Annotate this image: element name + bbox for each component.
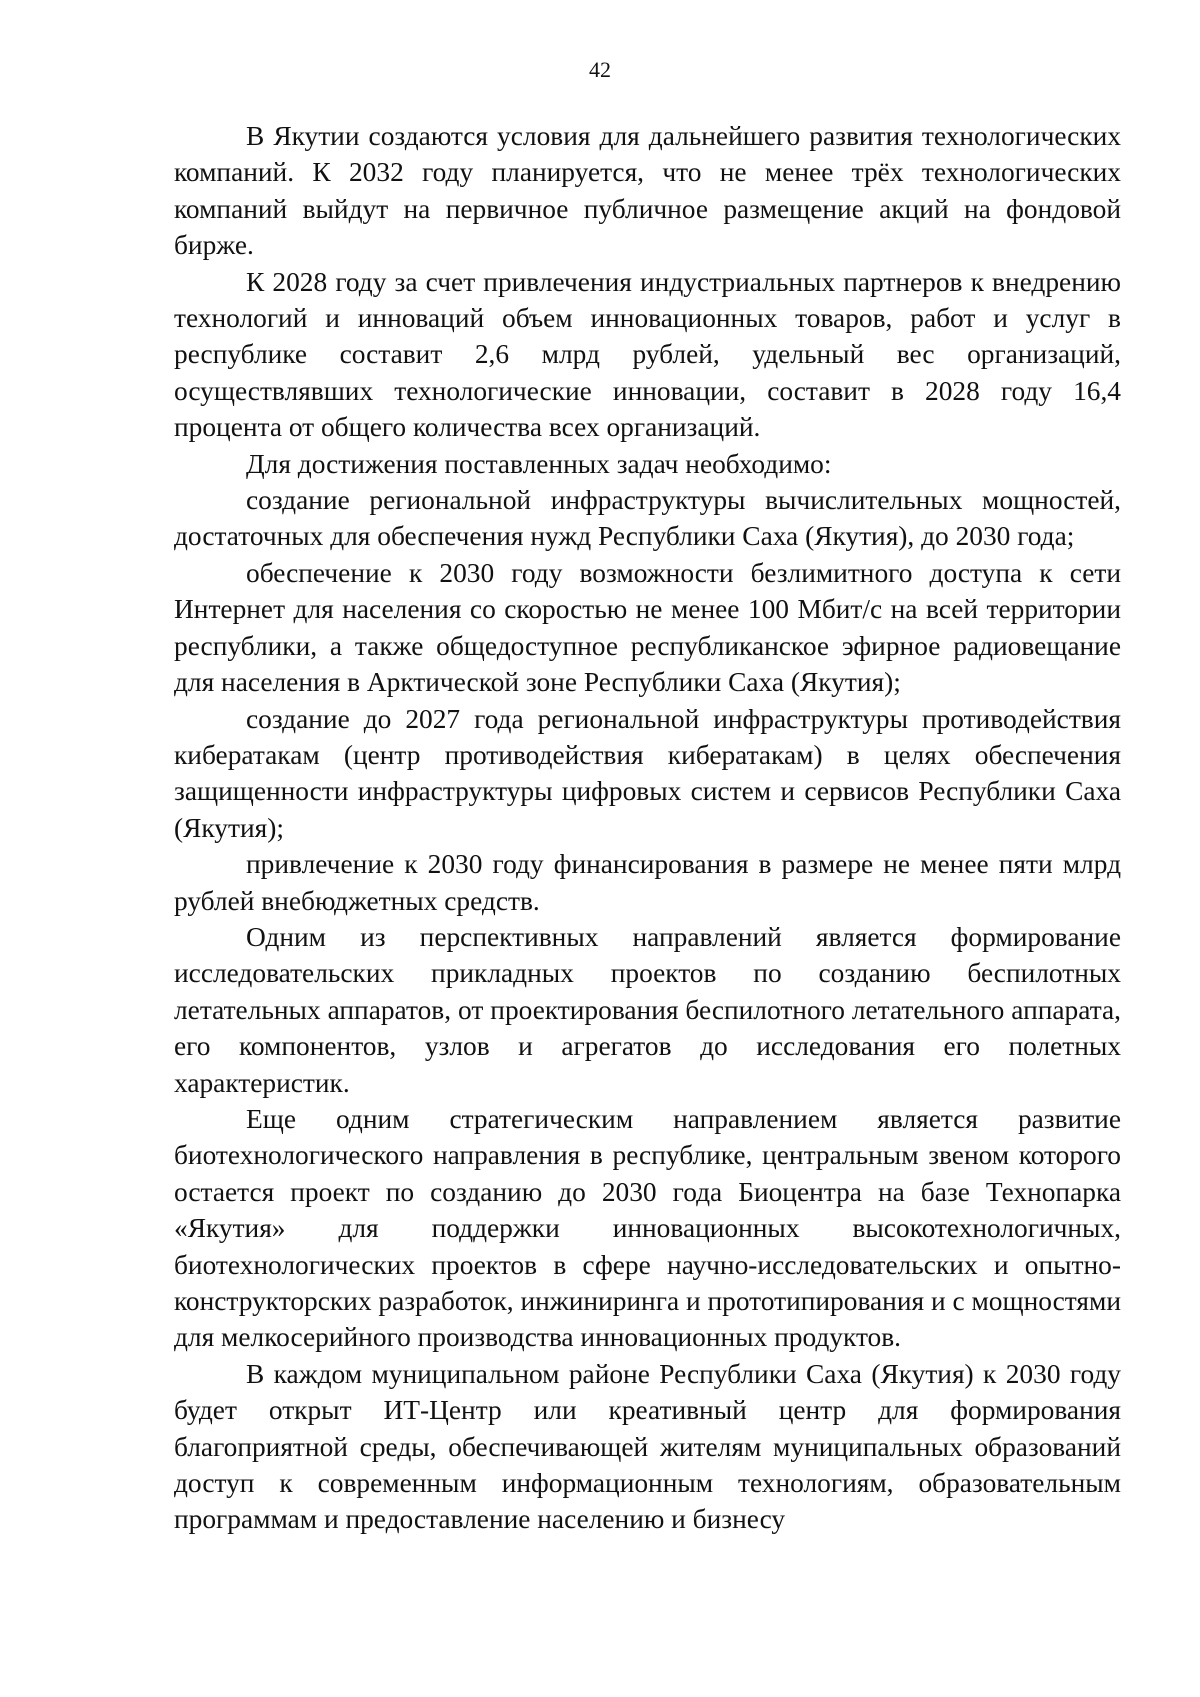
paragraph-biotech: Еще одним стратегическим направлением является развитие биотехнологического направления в республике, центральным звеном которого остается проект по созданию до 2030 года Биоцентра на базе Технопарка «Якутия» для поддержки инновационных высокотехнологичных, биотехнологических проектов в сфере научно-исследовательских и опытно-конструкторских разработок, инжиниринга и прототипирования и с мощностями для мелкосерийного производства инновационных продуктов. — [174, 1103, 1121, 1353]
paragraph-it-centers: В каждом муниципальном районе Республики Саха (Якутия) к 2030 году будет открыт ИТ-Центр или креативный центр для формирования благоприятной среды, обеспечивающей жителям муниципальных образований доступ к современным информационным технологиям, образовательным программам и предоставление населению и бизнесу — [174, 1358, 1121, 1535]
paragraph-tasks-intro: Для достижения поставленных задач необходимо: — [246, 448, 832, 479]
paragraph-drones: Одним из перспективных направлений является формирование исследовательских прикладных проектов по созданию беспилотных летательных аппаратов, от проектирования беспилотного летательного аппарата, его компонентов, узлов и агрегатов до исследования его полетных характеристик. — [174, 921, 1121, 1098]
paragraph-funding: привлечение к 2030 году финансирования в размере не менее пяти млрд рублей внебюджетных средств. — [174, 849, 1121, 916]
paragraph-tech-companies: В Якутии создаются условия для дальнейшего развития технологических компаний. К 2032 году планируется, что не менее трёх технологических компаний выйдут на первичное публичное размещение акций на фондовой бирже. — [174, 121, 1121, 261]
document-body — [174, 118, 1121, 1538]
page-number: 42 — [589, 57, 611, 82]
paragraph-innovation-volume: К 2028 году за счет привлечения индустриальных партнеров к внедрению технологий и инноваций объем инновационных товаров, работ и услуг в республике составит 2,6 млрд рублей, удельный вес организаций, осуществлявших технологические инновации, составит в 2028 году 16,4 процента от общего количества всех организаций. — [174, 266, 1121, 443]
paragraph-cyber-defense: создание до 2027 года региональной инфраструктуры противодействия кибератакам (центр противодействия кибератакам) в целях обеспечения защищенности инфраструктуры цифровых систем и сервисов Республики Саха (Якутия); — [174, 703, 1121, 843]
paragraph-computing-infrastructure: создание региональной инфраструктуры вычислительных мощностей, достаточных для обеспечения нужд Республики Саха (Якутия), до 2030 года; — [174, 485, 1121, 552]
paragraph-internet-access: обеспечение к 2030 году возможности безлимитного доступа к сети Интернет для населения со скоростью не менее 100 Мбит/с на всей территории республики, а также общедоступное республиканское эфирное радиовещание для населения в Арктической зоне Республики Саха (Якутия); — [174, 557, 1121, 698]
